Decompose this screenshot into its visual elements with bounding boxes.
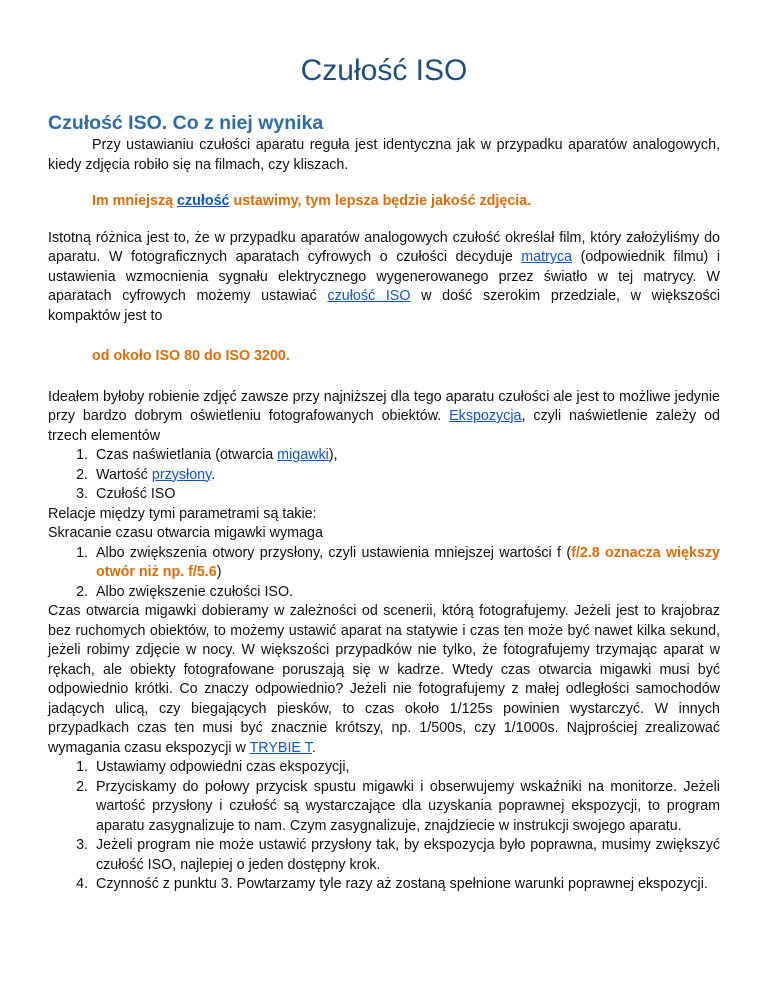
shutter-paragraph: Czas otwarcia migawki dobieramy w zależności od scenerii, którą fotografujemy. Jeżeli jest to krajobraz bez ruchomych obiektów, to możemy ustawić aparat na statywie i czas ten może być nawet kilka sekund, jeżeli robimy zdjęcie w nocy. W większości przypadków nie tylko, że fotografujemy trzymając aparat w rękach, ale obiekty fotografowane poruszają się w kadrze. Wtedy czas otwarcia migawki musi być odpowiednio krótki. Co znaczy odpowiednio? Jeżeli nie fotografujemy z małej odległości samochodów jadących ulicą, czy biegających piesków, to czas około 1/125s powinien wystarczyć. W innych przypadkach czas ten musi być znacznie krótszy, np. 1/500s, czy 1/1000s. Najprościej zrealizować wymagania czasu ekspozycji w TRYBIE T. bbox=[48, 603, 720, 756]
ekspozycja-link[interactable]: Ekspozycja bbox=[449, 408, 522, 424]
list-item: 3. Czułość ISO bbox=[92, 485, 720, 505]
relations-line: Relacje między tymi parametrami są takie: bbox=[48, 505, 317, 522]
list-item: 1. Albo zwiększenia otwory przysłony, czyli ustawienia mniejszej wartości f (f/2.8 oznacza większy otwór niż np. f/5.6) bbox=[92, 544, 720, 583]
czulosc-link[interactable]: czułość bbox=[177, 193, 230, 209]
list-item: 3. Jeżeli program nie może ustawić przysłony tak, by ekspozycja było poprawna, musimy zwiększyć czułość ISO, najlepiej o jeden dostępny krok. bbox=[92, 836, 720, 875]
exposure-paragraph: Ideałem byłoby robienie zdjęć zawsze przy najniższej dla tego aparatu czułości ale jest to możliwe jedynie przy bardzo dobrym oświetleniu fotografowanych obiektów. Ekspozycja, czyli naświetlenie zależy od trzech elementów bbox=[48, 388, 720, 444]
quality-callout: Im mniejszą czułość ustawimy, tym lepsza będzie jakość zdjęcia. bbox=[92, 193, 532, 209]
list-item: 2. Wartość przysłony. bbox=[92, 466, 720, 486]
iso-range-callout: od około ISO 80 do ISO 3200. bbox=[92, 348, 290, 364]
tryb-t-link[interactable]: TRYBIE T bbox=[249, 739, 312, 756]
steps-list bbox=[48, 758, 720, 895]
czulosc-iso-link[interactable]: czułość ISO bbox=[327, 288, 411, 304]
migawki-link[interactable]: migawki bbox=[277, 447, 329, 463]
exposure-elements-list bbox=[48, 446, 720, 505]
aperture-note: f/2.8 oznacza większy otwór niż np. f/5.6 bbox=[96, 544, 721, 580]
intro-paragraph: Przy ustawianiu czułości aparatu reguła jest identyczna jak w przypadku aparatów analogowych, kiedy zdjęcia robiło się na filmach, czy kliszach. bbox=[48, 137, 720, 173]
list-item: 1. Ustawiamy odpowiedni czas ekspozycji, bbox=[92, 758, 720, 778]
shortening-list bbox=[48, 544, 720, 603]
list-item: 4. Czynność z punktu 3. Powtarzamy tyle razy aż zostaną spełnione warunki poprawnej ekspozycji. bbox=[92, 875, 720, 895]
difference-paragraph: Istotną różnica jest to, że w przypadku aparatów analogowych czułość określał film, który założyliśmy do aparatu. W fotograficznych aparatach cyfrowych o czułości decyduje matryca (odpowiednik filmu) i ustawienia wzmocnienia sygnału elektrycznego wygenerowanego przez światło w tej matrycy. W aparatach cyfrowych możemy ustawiać czułość ISO w dość szerokim przedziale, w większości kompaktów jest to bbox=[48, 229, 720, 324]
list-item: 2. Albo zwiększenie czułości ISO. bbox=[92, 583, 720, 603]
matryca-link[interactable]: matryca bbox=[521, 249, 573, 265]
article-body bbox=[48, 136, 720, 895]
page-title: Czułość ISO bbox=[300, 54, 468, 87]
shortening-line: Skracanie czasu otwarcia migawki wymaga bbox=[48, 525, 323, 541]
list-item: 1. Czas naświetlania (otwarcia migawki), bbox=[92, 446, 720, 466]
list-item: 2. Przyciskamy do połowy przycisk spustu migawki i obserwujemy wskaźniki na monitorze. Jeżeli wartość przysłony i czułość są wystarczające dla uzyskania poprawnej ekspozycji, to program aparatu zasygnalizuje to nam. Czym zasygnalizuje, znajdziecie w instrukcji swojego aparatu. bbox=[92, 778, 720, 837]
przyslony-link[interactable]: przysłony bbox=[151, 466, 212, 483]
section-heading: Czułość ISO. Co z niej wynika bbox=[48, 112, 324, 134]
